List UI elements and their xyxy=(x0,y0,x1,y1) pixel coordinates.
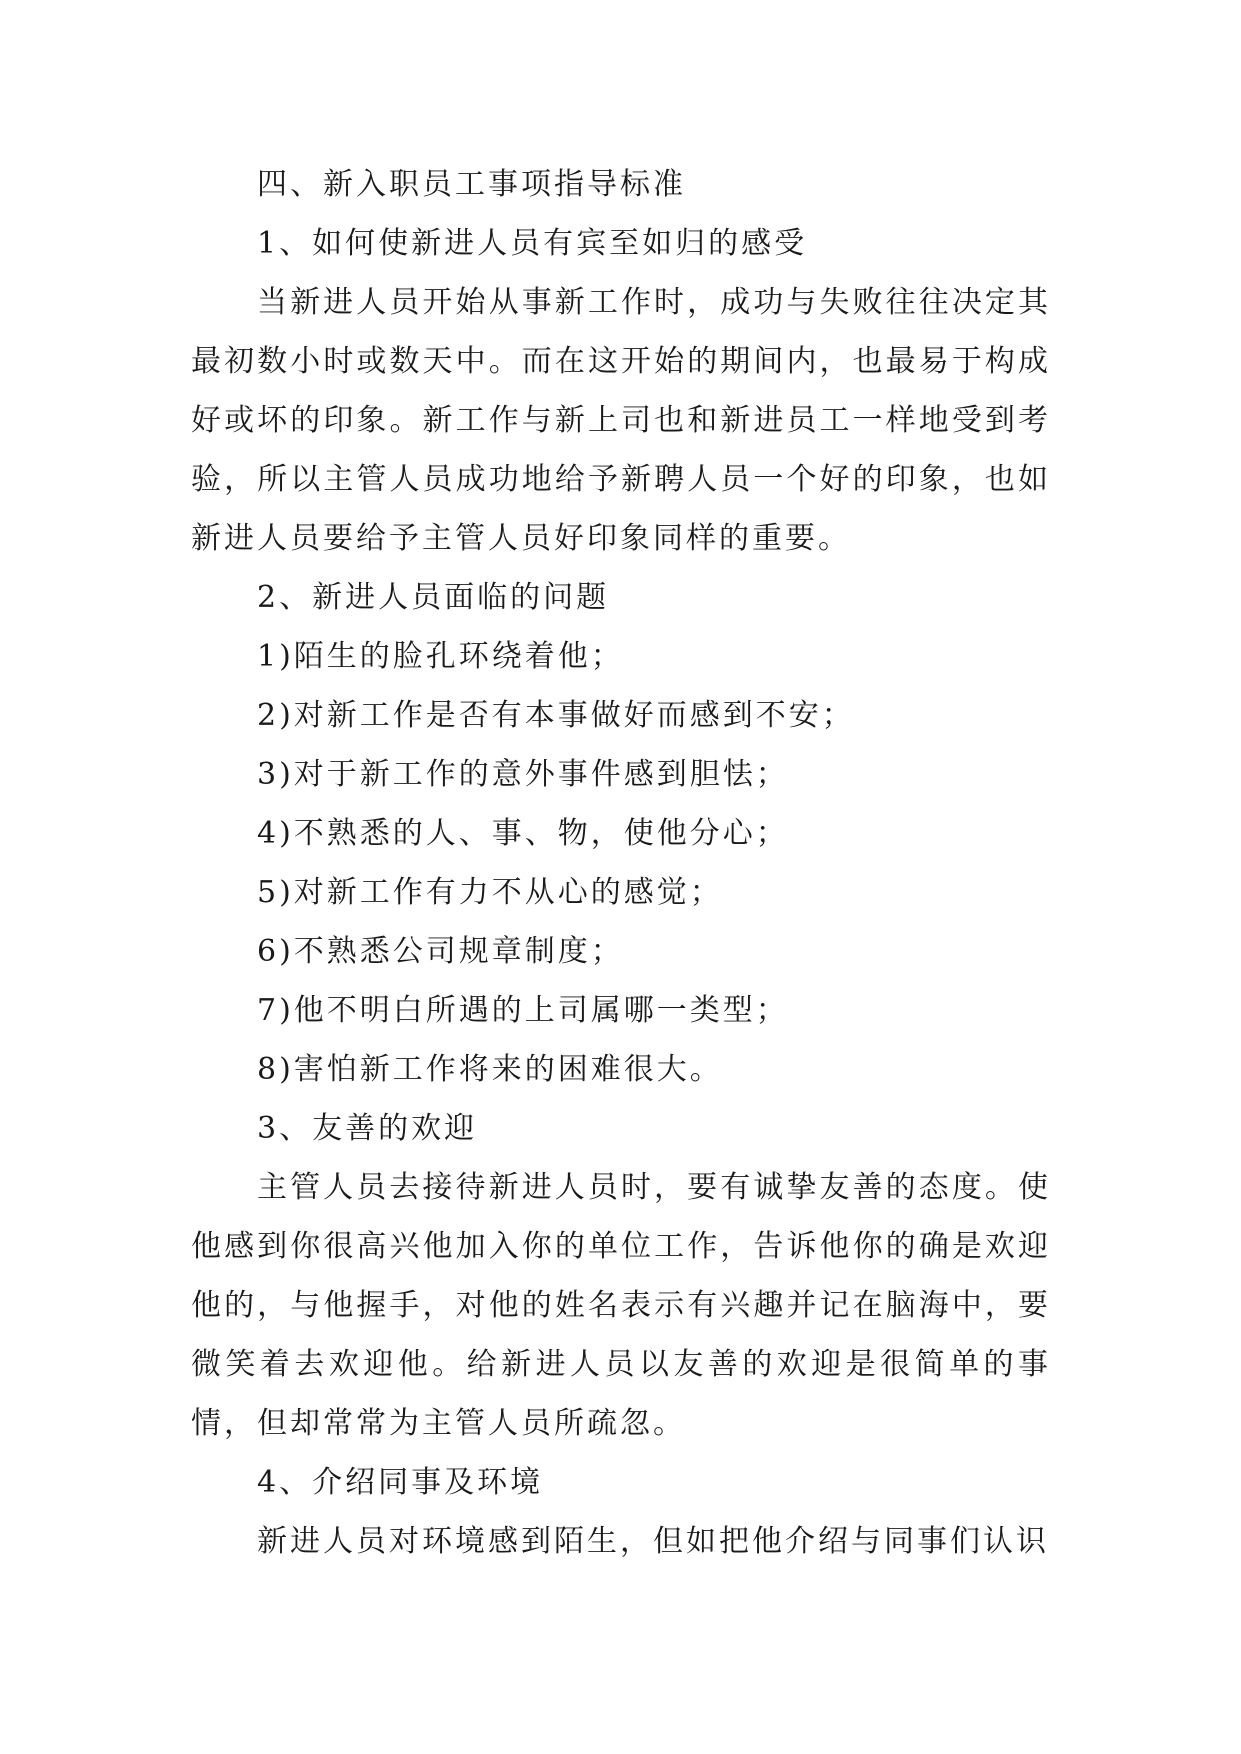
list-item: 1)陌生的脸孔环绕着他； xyxy=(257,639,624,674)
list-item: 6)不熟悉公司规章制度； xyxy=(257,934,624,969)
body-paragraph: 新进人员对环境感到陌生，但如把他介绍与同事们认识 xyxy=(257,1524,1049,1559)
document-body xyxy=(191,155,1051,1571)
subsection-heading: 1、如何使新进人员有宾至如归的感受 xyxy=(257,226,808,261)
list-item: 2)对新工作是否有本事做好而感到不安； xyxy=(257,698,855,733)
subsection-heading: 4、介绍同事及环境 xyxy=(257,1465,544,1500)
list-item: 3)对于新工作的意外事件感到胆怯； xyxy=(257,757,789,792)
subsection-heading: 3、友善的欢迎 xyxy=(257,1111,478,1146)
subsection-heading: 2、新进人员面临的问题 xyxy=(257,580,610,615)
body-paragraph: 主管人员去接待新进人员时，要有诚挚友善的态度。使他感到你很高兴他加入你的单位工作，告诉他你的确是欢迎他的，与他握手，对他的姓名表示有兴趣并记在脑海中，要微笑着去欢迎他。给新进人员以友善的欢迎是很简单的事情，但却常常为主管人员所疏忽。 xyxy=(191,1170,1051,1441)
list-item: 5)对新工作有力不从心的感觉； xyxy=(257,875,723,910)
list-item: 4)不熟悉的人、事、物，使他分心； xyxy=(257,816,789,851)
body-paragraph: 当新进人员开始从事新工作时，成功与失败往往决定其最初数小时或数天中。而在这开始的期间内，也最易于构成好或坏的印象。新工作与新上司也和新进员工一样地受到考验，所以主管人员成功地给予新聘人员一个好的印象，也如新进人员要给予主管人员好印象同样的重要。 xyxy=(191,285,1051,556)
list-item: 8)害怕新工作将来的困难很大。 xyxy=(257,1052,723,1087)
section-heading: 四、新入职员工事项指导标准 xyxy=(257,167,686,202)
list-item: 7)他不明白所遇的上司属哪一类型； xyxy=(257,993,789,1028)
